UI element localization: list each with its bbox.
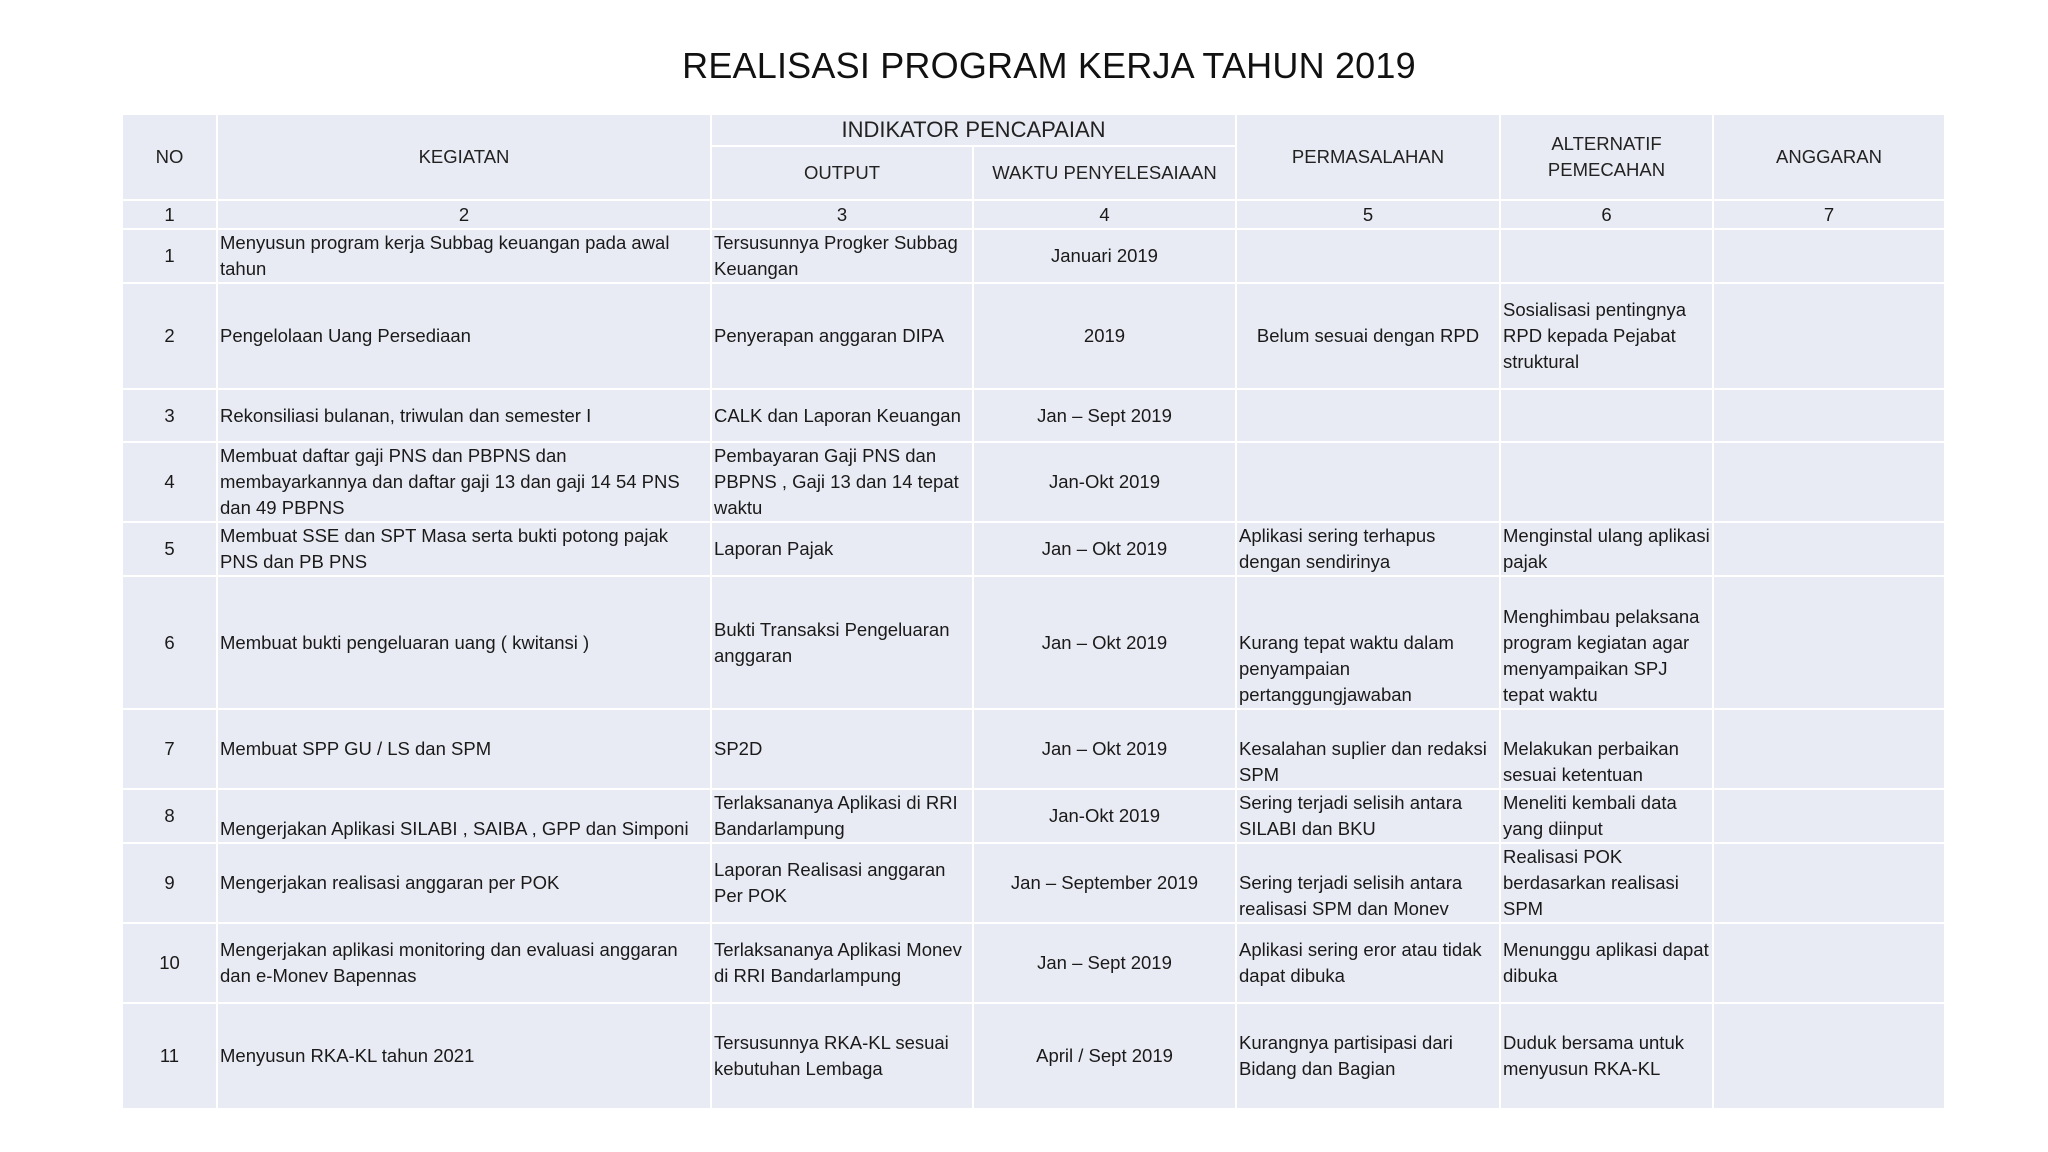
column-number: 4 (973, 200, 1236, 229)
row-kegiatan: Menyusun program kerja Subbag keuangan pada awal tahun (217, 229, 711, 283)
row-waktu: Jan – Okt 2019 (973, 709, 1236, 789)
row-waktu: Jan – Okt 2019 (973, 576, 1236, 709)
row-alternatif: Sosialisasi pentingnya RPD kepada Pejabat struktural (1500, 283, 1713, 389)
row-output: SP2D (711, 709, 973, 789)
table-row (122, 709, 1945, 789)
row-output: Terlaksananya Aplikasi di RRI Bandarlampung (711, 789, 973, 843)
row-alternatif (1500, 229, 1713, 283)
row-permasalahan: Sering terjadi selisih antara realisasi SPM dan Monev (1236, 843, 1500, 923)
row-output: Tersusunnya RKA-KL sesuai kebutuhan Lembaga (711, 1003, 973, 1109)
table-row (122, 283, 1945, 389)
header-anggaran: ANGGARAN (1713, 114, 1945, 200)
row-output: Laporan Pajak (711, 522, 973, 576)
row-output: CALK dan Laporan Keuangan (711, 389, 973, 442)
row-anggaran (1713, 522, 1945, 576)
row-output: Terlaksananya Aplikasi Monev di RRI Bandarlampung (711, 923, 973, 1003)
header-indikator: INDIKATOR PENCAPAIAN (711, 114, 1236, 146)
column-number: 5 (1236, 200, 1500, 229)
column-number: 3 (711, 200, 973, 229)
row-anggaran (1713, 576, 1945, 709)
header-row-1 (122, 114, 1945, 146)
row-permasalahan: Kurangnya partisipasi dari Bidang dan Bagian (1236, 1003, 1500, 1109)
row-anggaran (1713, 789, 1945, 843)
row-permasalahan (1236, 442, 1500, 522)
row-alternatif (1500, 442, 1713, 522)
row-kegiatan: Menyusun RKA-KL tahun 2021 (217, 1003, 711, 1109)
row-anggaran (1713, 709, 1945, 789)
row-no: 2 (122, 283, 217, 389)
row-alternatif: Menghimbau pelaksana program kegiatan agar menyampaikan SPJ tepat waktu (1500, 576, 1713, 709)
row-kegiatan: Membuat bukti pengeluaran uang ( kwitansi ) (217, 576, 711, 709)
header-output: OUTPUT (711, 146, 973, 200)
header-waktu: WAKTU PENYELESAIAAN (973, 146, 1236, 200)
row-output: Pembayaran Gaji PNS dan PBPNS , Gaji 13 dan 14 tepat waktu (711, 442, 973, 522)
table-row (122, 923, 1945, 1003)
row-output: Laporan Realisasi anggaran Per POK (711, 843, 973, 923)
row-alternatif: Duduk bersama untuk menyusun RKA-KL (1500, 1003, 1713, 1109)
row-alternatif: Meneliti kembali data yang diinput (1500, 789, 1713, 843)
table-row (122, 229, 1945, 283)
row-no: 4 (122, 442, 217, 522)
row-alternatif: Realisasi POK berdasarkan realisasi SPM (1500, 843, 1713, 923)
row-permasalahan: Sering terjadi selisih antara SILABI dan BKU (1236, 789, 1500, 843)
row-waktu: April / Sept 2019 (973, 1003, 1236, 1109)
column-number: 2 (217, 200, 711, 229)
row-anggaran (1713, 389, 1945, 442)
row-alternatif: Menginstal ulang aplikasi pajak (1500, 522, 1713, 576)
row-kegiatan: Mengerjakan aplikasi monitoring dan evaluasi anggaran dan e-Monev Bapennas (217, 923, 711, 1003)
table-row (122, 522, 1945, 576)
table-row (122, 442, 1945, 522)
row-waktu: Jan – September 2019 (973, 843, 1236, 923)
row-no: 3 (122, 389, 217, 442)
table-row (122, 576, 1945, 709)
row-alternatif: Menunggu aplikasi dapat dibuka (1500, 923, 1713, 1003)
row-waktu: Jan – Sept 2019 (973, 389, 1236, 442)
row-kegiatan: Membuat daftar gaji PNS dan PBPNS dan membayarkannya dan daftar gaji 13 dan gaji 14 54 PNS dan 49 PBPNS (217, 442, 711, 522)
row-waktu: Jan-Okt 2019 (973, 442, 1236, 522)
row-anggaran (1713, 229, 1945, 283)
table-row (122, 843, 1945, 923)
row-output: Penyerapan anggaran DIPA (711, 283, 973, 389)
row-waktu: 2019 (973, 283, 1236, 389)
column-number-row (122, 200, 1945, 229)
row-anggaran (1713, 283, 1945, 389)
row-permasalahan: Belum sesuai dengan RPD (1236, 283, 1500, 389)
program-table (121, 113, 1946, 1110)
column-number: 6 (1500, 200, 1713, 229)
row-no: 11 (122, 1003, 217, 1109)
row-alternatif (1500, 389, 1713, 442)
row-permasalahan: Kesalahan suplier dan redaksi SPM (1236, 709, 1500, 789)
row-no: 9 (122, 843, 217, 923)
row-anggaran (1713, 843, 1945, 923)
row-kegiatan: Rekonsiliasi bulanan, triwulan dan semester I (217, 389, 711, 442)
row-waktu: Januari 2019 (973, 229, 1236, 283)
row-kegiatan: Pengelolaan Uang Persediaan (217, 283, 711, 389)
row-no: 8 (122, 789, 217, 843)
row-no: 5 (122, 522, 217, 576)
row-kegiatan: Mengerjakan Aplikasi SILABI , SAIBA , GPP dan Simponi (217, 789, 711, 843)
row-permasalahan (1236, 229, 1500, 283)
row-alternatif: Melakukan perbaikan sesuai ketentuan (1500, 709, 1713, 789)
header-no: NO (122, 114, 217, 200)
row-waktu: Jan-Okt 2019 (973, 789, 1236, 843)
row-permasalahan: Aplikasi sering eror atau tidak dapat dibuka (1236, 923, 1500, 1003)
column-number: 7 (1713, 200, 1945, 229)
row-anggaran (1713, 1003, 1945, 1109)
row-kegiatan: Membuat SPP GU / LS dan SPM (217, 709, 711, 789)
row-anggaran (1713, 923, 1945, 1003)
row-output: Bukti Transaksi Pengeluaran anggaran (711, 576, 973, 709)
row-kegiatan: Mengerjakan realisasi anggaran per POK (217, 843, 711, 923)
row-permasalahan: Aplikasi sering terhapus dengan sendirinya (1236, 522, 1500, 576)
row-kegiatan: Membuat SSE dan SPT Masa serta bukti potong pajak PNS dan PB PNS (217, 522, 711, 576)
table-row (122, 389, 1945, 442)
row-permasalahan: Kurang tepat waktu dalam penyampaian pertanggungjawaban (1236, 576, 1500, 709)
row-anggaran (1713, 442, 1945, 522)
row-no: 7 (122, 709, 217, 789)
row-permasalahan (1236, 389, 1500, 442)
row-waktu: Jan – Okt 2019 (973, 522, 1236, 576)
row-output: Tersusunnya Progker Subbag Keuangan (711, 229, 973, 283)
header-alternatif: ALTERNATIF PEMECAHAN (1500, 114, 1713, 200)
table-row (122, 789, 1945, 843)
header-kegiatan: KEGIATAN (217, 114, 711, 200)
row-no: 6 (122, 576, 217, 709)
row-no: 10 (122, 923, 217, 1003)
page-title: REALISASI PROGRAM KERJA TAHUN 2019 (682, 45, 1416, 86)
table-row (122, 1003, 1945, 1109)
column-number: 1 (122, 200, 217, 229)
row-no: 1 (122, 229, 217, 283)
row-waktu: Jan – Sept 2019 (973, 923, 1236, 1003)
header-permasalahan: PERMASALAHAN (1236, 114, 1500, 200)
